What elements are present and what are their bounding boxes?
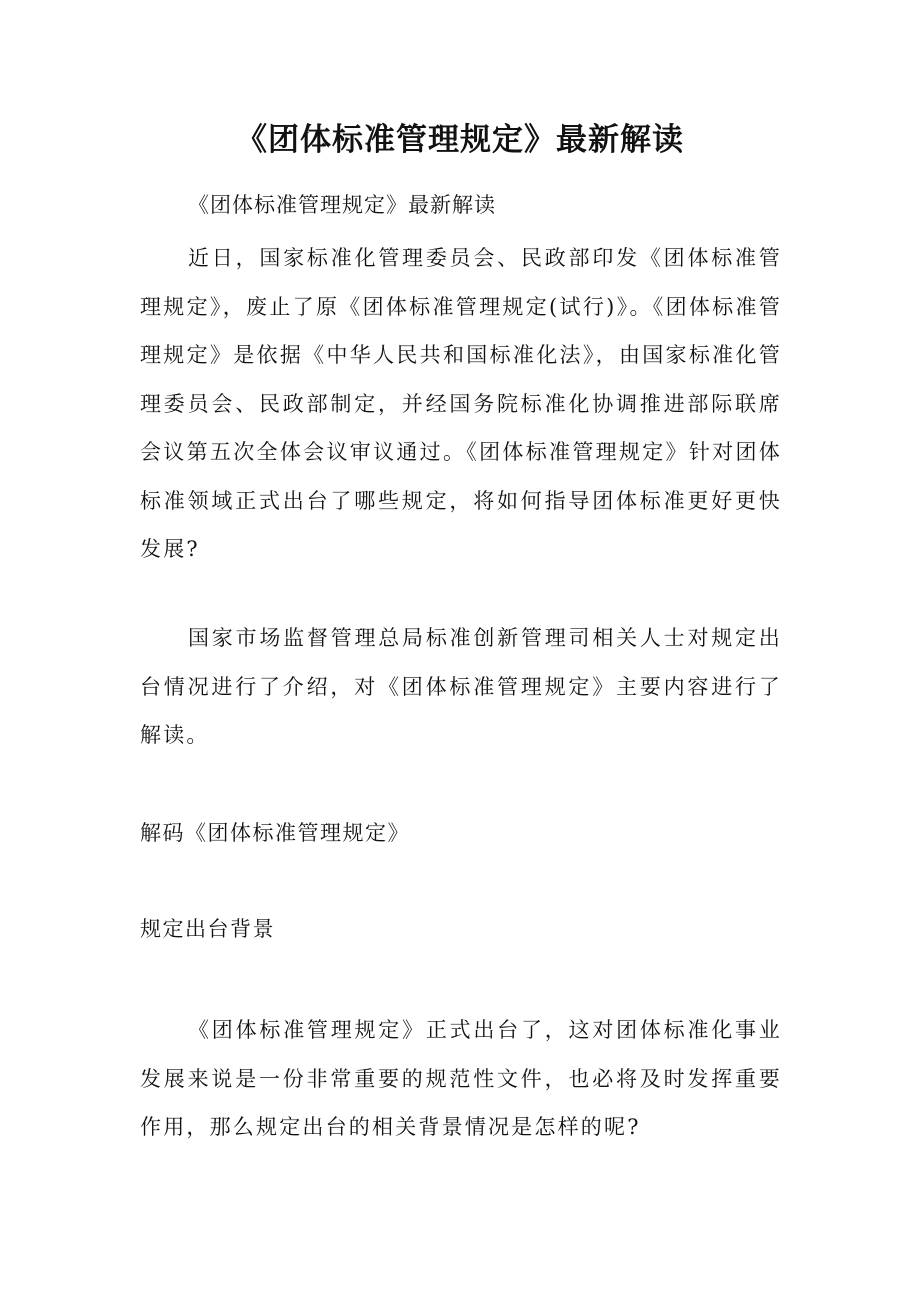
paragraph-background: 《团体标准管理规定》正式出台了，这对团体标准化事业发展来说是一份非常重要的规范性文件，也必将及时发挥重要作用，那么规定出台的相关背景情况是怎样的呢? bbox=[140, 1018, 782, 1139]
section-heading-decode: 解码《团体标准管理规定》 bbox=[140, 821, 410, 845]
document-title: 《团体标准管理规定》最新解读 bbox=[236, 122, 684, 158]
section-heading-background: 规定出台背景 bbox=[140, 917, 275, 941]
paragraph-intro: 近日，国家标准化管理委员会、民政部印发《团体标准管理规定》，废止了原《团体标准管理规定(试行)》。《团体标准管理规定》是依据《中华人民共和国标准化法》，由国家标准化管理委员会、民政部制定，并经国务院标准化协调推进部际联席会议第五次全体会议审议通过。《团体标准管理规定》针对团体标准领域正式出台了哪些规定，将如何指导团体标准更好更快发展? bbox=[140, 246, 782, 561]
paragraph-introduction-of-interpretation: 国家市场监督管理总局标准创新管理司相关人士对规定出台情况进行了介绍，对《团体标准管理规定》主要内容进行了解读。 bbox=[140, 626, 782, 747]
document-subtitle: 《团体标准管理规定》最新解读 bbox=[188, 193, 496, 217]
